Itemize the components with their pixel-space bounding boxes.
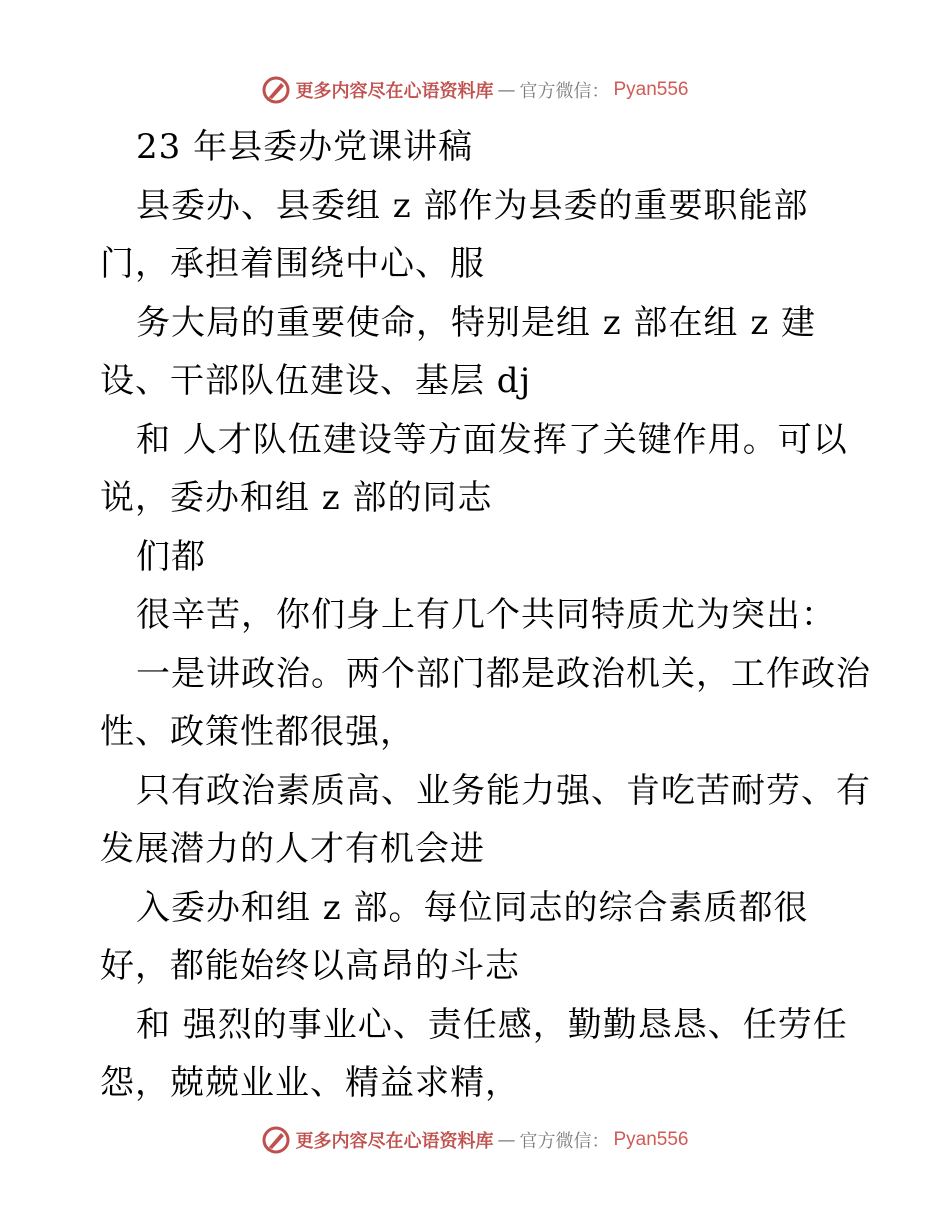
- document-line: 县委办、县委组 z 部作为县委的重要职能部: [136, 185, 809, 226]
- document-line: 们都: [136, 536, 206, 577]
- banner-wechat-id: Pyan556: [613, 1129, 689, 1150]
- document-body: [100, 118, 871, 1113]
- banner-wechat-id: Pyan556: [613, 79, 689, 100]
- document-line: 很辛苦，你们身上有几个共同特质尤为突出：: [136, 595, 836, 635]
- document-line: 性、政策性都很强，: [100, 712, 415, 752]
- footer-watermark-banner: [0, 1120, 950, 1160]
- document-line: 务大局的重要使命，特别是组 z 部在组 z 建: [136, 302, 817, 343]
- document-line: 和 人才队伍建设等方面发挥了关键作用。可以: [136, 419, 848, 460]
- document-line: 23 年县委办党课讲稿: [136, 127, 474, 167]
- banner-dash: —: [497, 1129, 516, 1151]
- banner-red-text: 更多内容尽在心语资料库: [295, 81, 494, 102]
- banner-grey-text: 官方微信：: [519, 81, 610, 102]
- header-watermark-banner: [0, 70, 950, 110]
- document-line: 只有政治素质高、业务能力强、肯吃苦耐劳、有: [136, 770, 871, 811]
- document-line: 好，都能始终以高昂的斗志: [100, 946, 520, 986]
- document-line: 和 强烈的事业心、责任感，勤勤恳恳、任劳任: [136, 1004, 848, 1045]
- banner-red-text: 更多内容尽在心语资料库: [295, 1131, 494, 1152]
- document-line: 入委办和组 z 部。每位同志的综合素质都很: [136, 887, 809, 928]
- quill-logo-icon: [261, 75, 291, 105]
- document-line: 门，承担着围绕中心、服: [100, 244, 485, 284]
- document-line: 发展潜力的人才有机会进: [100, 829, 485, 869]
- document-line: 设、干部队伍建设、基层 dj: [100, 361, 532, 401]
- banner-grey-text: 官方微信：: [519, 1131, 610, 1152]
- document-line: 怨，兢兢业业、精益求精，: [100, 1063, 520, 1103]
- quill-logo-icon: [261, 1125, 291, 1155]
- document-line: 说，委办和组 z 部的同志: [100, 478, 493, 518]
- banner-dash: —: [497, 79, 516, 101]
- document-line: 一是讲政治。两个部门都是政治机关，工作政治: [136, 653, 871, 694]
